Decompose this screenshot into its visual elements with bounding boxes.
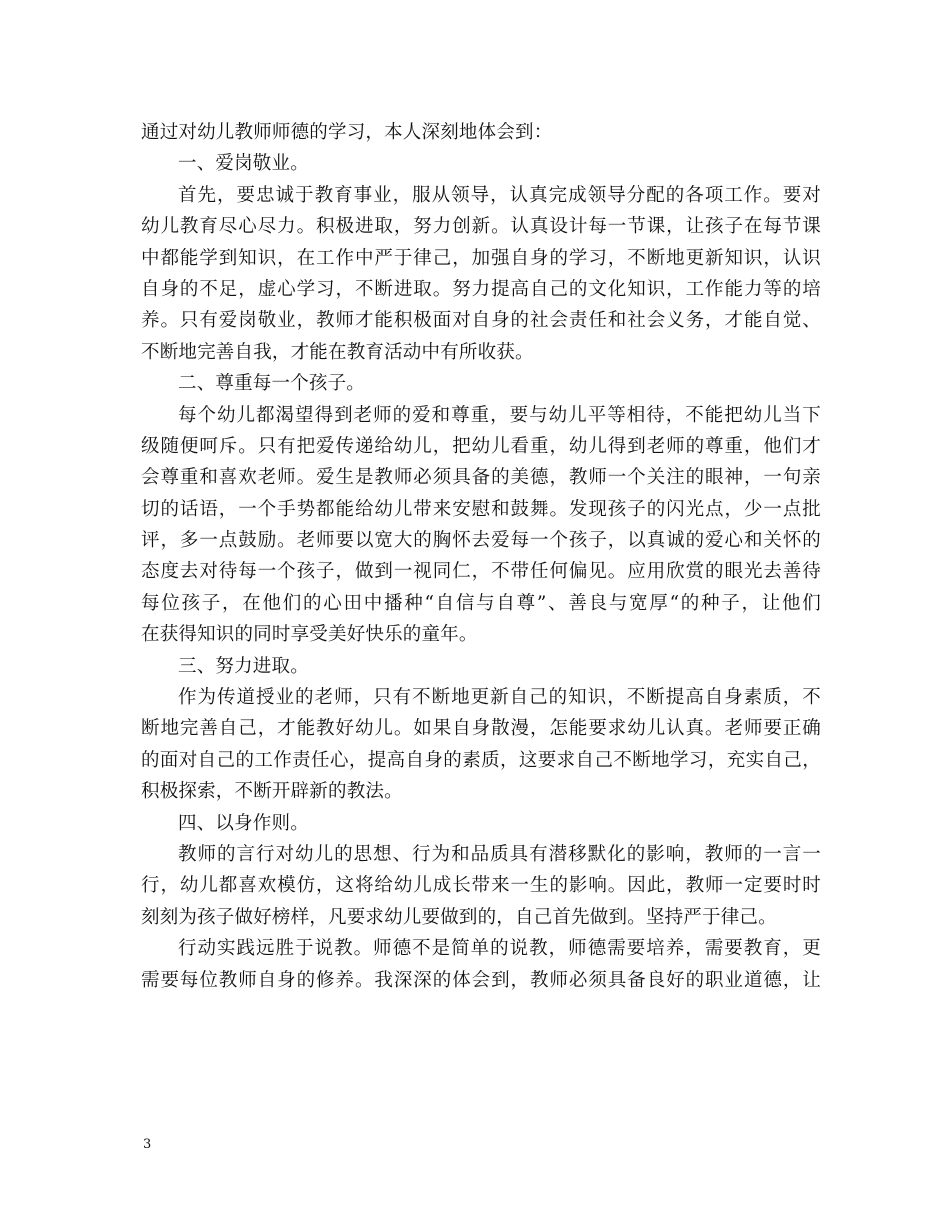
text-line: 幼儿教育尽心尽力。积极进取，努力创新。认真设计每一节课，让孩子在每节课 bbox=[141, 216, 821, 238]
text-line: 的面对自己的工作责任心，提高自身的素质，这要求自己不断地学习，充实自己， bbox=[141, 749, 821, 771]
document-body bbox=[141, 117, 821, 996]
text-line: 会尊重和喜欢老师。爱生是教师必须具备的美德，教师一个关注的眼神，一句亲 bbox=[141, 467, 821, 489]
text-line: 行，幼儿都喜欢模仿，这将给幼儿成长带来一生的影响。因此，教师一定要时时 bbox=[141, 875, 821, 897]
text-line: 三、努力进取。 bbox=[178, 655, 309, 677]
text-line: 行动实践远胜于说教。师德不是简单的说教，师德需要培养，需要教育，更 bbox=[178, 938, 821, 960]
text-line: 在获得知识的同时享受美好快乐的童年。 bbox=[141, 624, 478, 646]
text-line: 切的话语，一个手势都能给幼儿带来安慰和鼓舞。发现孩子的闪光点，少一点批 bbox=[141, 498, 821, 520]
text-line: 一、爱岗敬业。 bbox=[178, 153, 309, 175]
text-line: 每个幼儿都渴望得到老师的爱和尊重，要与幼儿平等相待，不能把幼儿当下 bbox=[178, 404, 821, 426]
text-line: 中都能学到知识，在工作中严于律己，加强自身的学习，不断地更新知识，认识 bbox=[141, 247, 821, 269]
text-line: 自身的不足，虚心学习，不断进取。努力提高自己的文化知识，工作能力等的培 bbox=[141, 278, 821, 300]
text-line: 教师的言行对幼儿的思想、行为和品质具有潜移默化的影响，教师的一言一 bbox=[178, 843, 821, 865]
text-line: 评，多一点鼓励。老师要以宽大的胸怀去爱每一个孩子，以真诚的爱心和关怀的 bbox=[141, 530, 821, 552]
text-line: 作为传道授业的老师，只有不断地更新自己的知识，不断提高自身素质，不 bbox=[178, 687, 821, 709]
text-line: 四、以身作则。 bbox=[178, 812, 309, 834]
text-line: 积极探索，不断开辟新的教法。 bbox=[141, 781, 403, 803]
text-line: 二、尊重每一个孩子。 bbox=[178, 373, 366, 395]
text-line: 每位孩子，在他们的心田中播种“自信与自尊”、善良与宽厚“的种子，让他们 bbox=[141, 592, 821, 614]
text-line: 首先，要忠诚于教育事业，服从领导，认真完成领导分配的各项工作。要对 bbox=[178, 184, 821, 206]
text-line: 通过对幼儿教师师德的学习，本人深刻地体会到： bbox=[141, 122, 553, 143]
text-line: 不断地完善自我，才能在教育活动中有所收获。 bbox=[141, 341, 534, 363]
page-number: 3 bbox=[143, 1137, 152, 1152]
text-line: 刻刻为孩子做好榜样，凡要求幼儿要做到的，自己首先做到。坚持严于律己。 bbox=[141, 906, 777, 928]
text-line: 需要每位教师自身的修养。我深深的体会到，教师必须具备良好的职业道德，让 bbox=[141, 969, 821, 991]
text-line: 态度去对待每一个孩子，做到一视同仁，不带任何偏见。应用欣赏的眼光去善待 bbox=[141, 561, 821, 583]
text-line: 级随便呵斥。只有把爱传递给幼儿，把幼儿看重，幼儿得到老师的尊重，他们才 bbox=[141, 435, 821, 457]
text-line: 养。只有爱岗敬业，教师才能积极面对自身的社会责任和社会义务，才能自觉、 bbox=[141, 310, 821, 332]
text-line: 断地完善自己，才能教好幼儿。如果自身散漫，怎能要求幼儿认真。老师要正确 bbox=[141, 718, 821, 740]
